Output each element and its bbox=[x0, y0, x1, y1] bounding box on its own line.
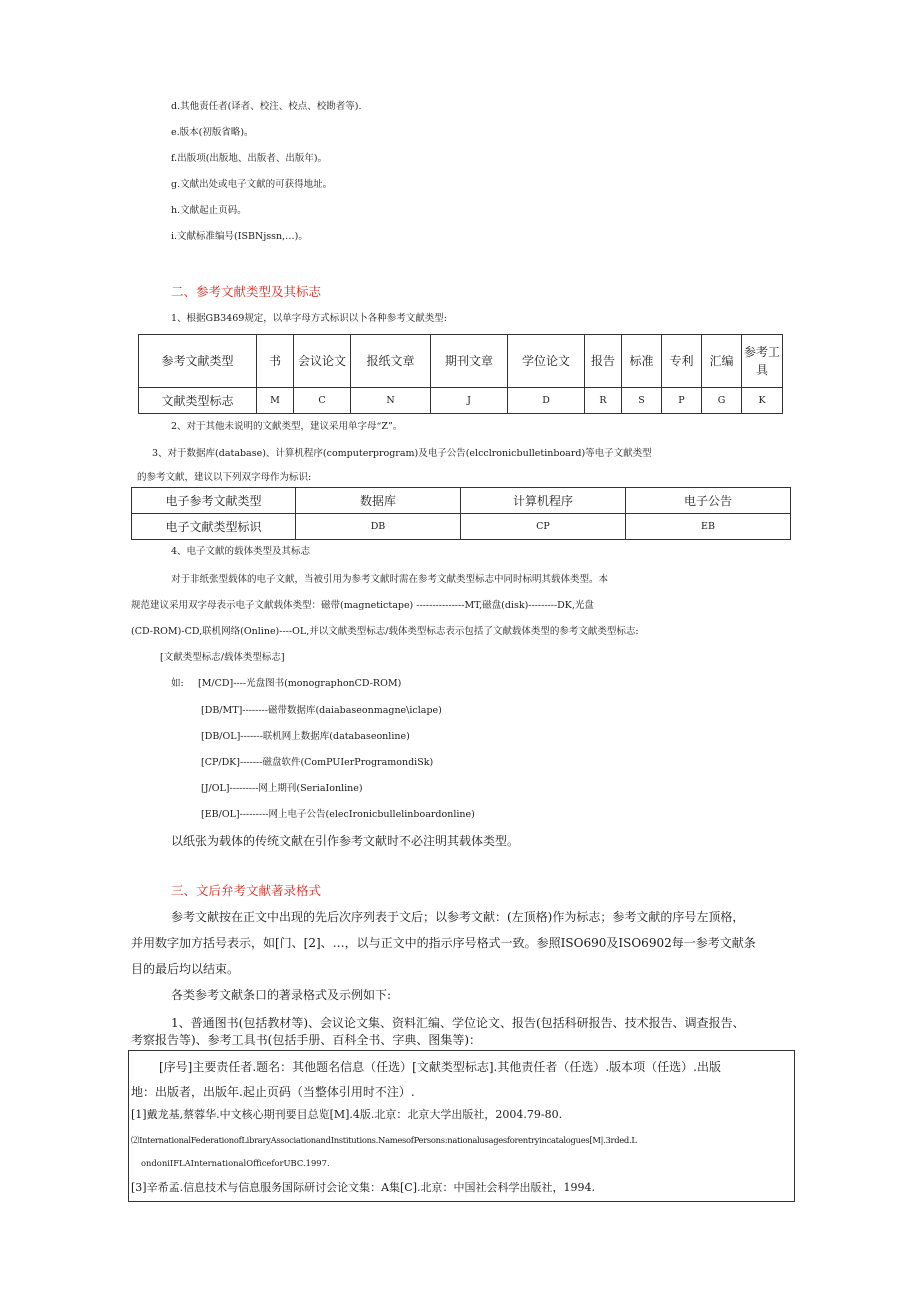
example-prefix: 如: bbox=[171, 678, 184, 689]
code-cell: G bbox=[702, 388, 742, 414]
code-row bbox=[132, 514, 791, 540]
type-cell: 学位论文 bbox=[508, 335, 585, 388]
section-3-p1-line1: 参考文献按在正文中出现的先后次序列表于文后；以参考文献：(左顶格)作为标志；参考文献的序号左顶格， bbox=[171, 910, 745, 924]
example-item: [M/CD]----光盘图书(monographonCD-ROM) bbox=[198, 678, 402, 689]
type-row bbox=[139, 335, 783, 388]
list-item-e: e.版本(初版省略)。 bbox=[171, 127, 254, 138]
section-3-p3-line2: 考察报告等)、参考工具书(包括手册、百科全书、字典、图集等)： bbox=[131, 1033, 482, 1047]
type-cell: 专利 bbox=[662, 335, 702, 388]
type-cell: 计算机程序 bbox=[461, 488, 626, 514]
type-cell: 参考工具 bbox=[742, 335, 783, 388]
section-2-p1: 1、根据GB3469规定，以单字母方式标识以卜各种参考文献类型: bbox=[171, 313, 447, 324]
section-3-heading: 三、文后弁考文献著录格式 bbox=[171, 883, 322, 898]
list-item-i: i.文献标准编号(ISBNjssn,…)。 bbox=[171, 231, 308, 242]
reference-example-1: [1]戴龙基,蔡蓉华.中文核心期刊要目总览[M].4版.北京：北京大学出版社，2004.79-80. bbox=[131, 1108, 563, 1121]
example-item: [CP/DK]-------磁盘软件(ComPUIerProgramondiSk) bbox=[201, 757, 434, 768]
code-cell: N bbox=[351, 388, 431, 414]
section-2-p3-line2: 的参考文献，建议以下列双字母作为标识: bbox=[137, 472, 312, 483]
section-2-heading: 二、参考文献类型及其标志 bbox=[171, 284, 322, 299]
code-cell: C bbox=[294, 388, 351, 414]
type-format-label: [文献类型标志/载体类型标志] bbox=[160, 652, 285, 663]
section-3-p1-line2: 并用数字加方括号表示，如[门、[2]、…，以与正文中的指示序号格式一致。参照ISO690及ISO6902每一参考文献条 bbox=[131, 936, 756, 950]
example-item: [DB/OL]-------联机网上数据库(databaseonline) bbox=[201, 731, 410, 742]
section-3-p2: 各类参考文献条口的著录格式及示例如下: bbox=[171, 988, 392, 1002]
type-cell: 会议论文 bbox=[294, 335, 351, 388]
example-item: [DB/MT]--------磁带数据库(daiabaseonmagne\iclape) bbox=[201, 705, 442, 716]
document-type-table bbox=[138, 334, 783, 414]
code-cell: CP bbox=[461, 514, 626, 540]
example-item: [EB/OL]---------网上电子公告(elecIronicbullelinboardonline) bbox=[201, 809, 475, 820]
row-header-label: 电子参考文献类型 bbox=[132, 488, 296, 514]
section-2-p4: 4、电子文献的载体类型及其标志 bbox=[171, 546, 311, 557]
code-cell: R bbox=[585, 388, 622, 414]
code-cell: M bbox=[257, 388, 294, 414]
electronic-type-table bbox=[131, 487, 791, 540]
list-item-f: f.出版项(出版地、出版者、出版年)。 bbox=[171, 153, 328, 164]
section-2-p5-line2: 规范建议采用双字母表示电子文献载体类型：磁带(magnetictape) ---------------MT,磁盘(disk)---------DK,光盘 bbox=[131, 600, 594, 611]
type-row bbox=[132, 488, 791, 514]
type-cell: 电子公告 bbox=[626, 488, 791, 514]
section-2-p3-line1: 3、对于数据库(database)、计算机程序(computerprogram)及电子公告(elcclronicbulletinboard)等电子文献类型 bbox=[152, 448, 652, 459]
code-cell: S bbox=[622, 388, 662, 414]
section-2-p2: 2、对于其他未说明的文献类型，建议采用单字母“Z”。 bbox=[171, 421, 403, 432]
list-item-h: h.文献起止页码。 bbox=[171, 205, 247, 216]
reference-example-2-line1: ⑵InternationalFederationofLibraryAssociationandInstitutions.NamesofPersons:nationalusagesforentryincatalogues[M|.3rded.L bbox=[131, 1135, 637, 1145]
type-cell: 报告 bbox=[585, 335, 622, 388]
row-code-label: 电子文献类型标识 bbox=[132, 514, 296, 540]
list-item-d: d.其他责任者(译者、校注、校点、校勘者等). bbox=[171, 101, 362, 112]
type-cell: 汇编 bbox=[702, 335, 742, 388]
reference-example-2-line2: ondoniIFLAInternationalOfficeforUBC.1997. bbox=[141, 1158, 330, 1168]
section-2-p6: 以纸张为载体的传统文献在引作参考文献时不必注明其载体类型。 bbox=[171, 834, 520, 848]
section-2-p5-line1: 对于非纸张型载体的电子文献，当被引用为参考文献时需在参考文献类型标志中同时标明其载体类型。本 bbox=[171, 574, 609, 585]
list-item-g: g.文献出处或电子文献的可获得地址。 bbox=[171, 179, 333, 190]
section-2-p5-line3: (CD-ROM)-CD,联机网络(Online)----OL,并以文献类型标志/载体类型标志表示包括了文献载体类型的参考文献类型标志: bbox=[131, 626, 639, 637]
type-cell: 报纸文章 bbox=[351, 335, 431, 388]
reference-example-3: [3]辛希孟.信息技术与信息服务国际研讨会论文集：A集[C].北京：中国社会科学出版社，1994. bbox=[131, 1181, 596, 1194]
type-cell: 期刊文章 bbox=[431, 335, 508, 388]
code-cell: DB bbox=[296, 514, 461, 540]
reference-format-box bbox=[128, 1050, 795, 1202]
format-line-2: 地：出版者，出版年.起止页码（当整体引用时不注）. bbox=[131, 1085, 415, 1099]
code-cell: D bbox=[508, 388, 585, 414]
section-3-p1-line3: 目的最后均以结束。 bbox=[131, 962, 240, 976]
type-cell: 数据库 bbox=[296, 488, 461, 514]
row-header-label: 参考文献类型 bbox=[139, 335, 257, 388]
section-3-p3-line1: 1、普通图书(包括教材等)、会议论文集、资料汇编、学位论文、报告(包括科研报告、技术报告、调查报告、 bbox=[171, 1016, 745, 1030]
type-cell: 标准 bbox=[622, 335, 662, 388]
format-line-1: [序号]主要责任者.题名：其他题名信息（任选）[文献类型标志].其他责任者（任选）.版本项（任选）.出版 bbox=[159, 1060, 721, 1074]
code-row bbox=[139, 388, 783, 414]
code-cell: K bbox=[742, 388, 783, 414]
type-cell: 书 bbox=[257, 335, 294, 388]
code-cell: EB bbox=[626, 514, 791, 540]
code-cell: J bbox=[431, 388, 508, 414]
row-code-label: 文献类型标志 bbox=[139, 388, 257, 414]
example-item: [J/OL]---------网上期刊(SeriaIonline) bbox=[201, 783, 363, 794]
code-cell: P bbox=[662, 388, 702, 414]
